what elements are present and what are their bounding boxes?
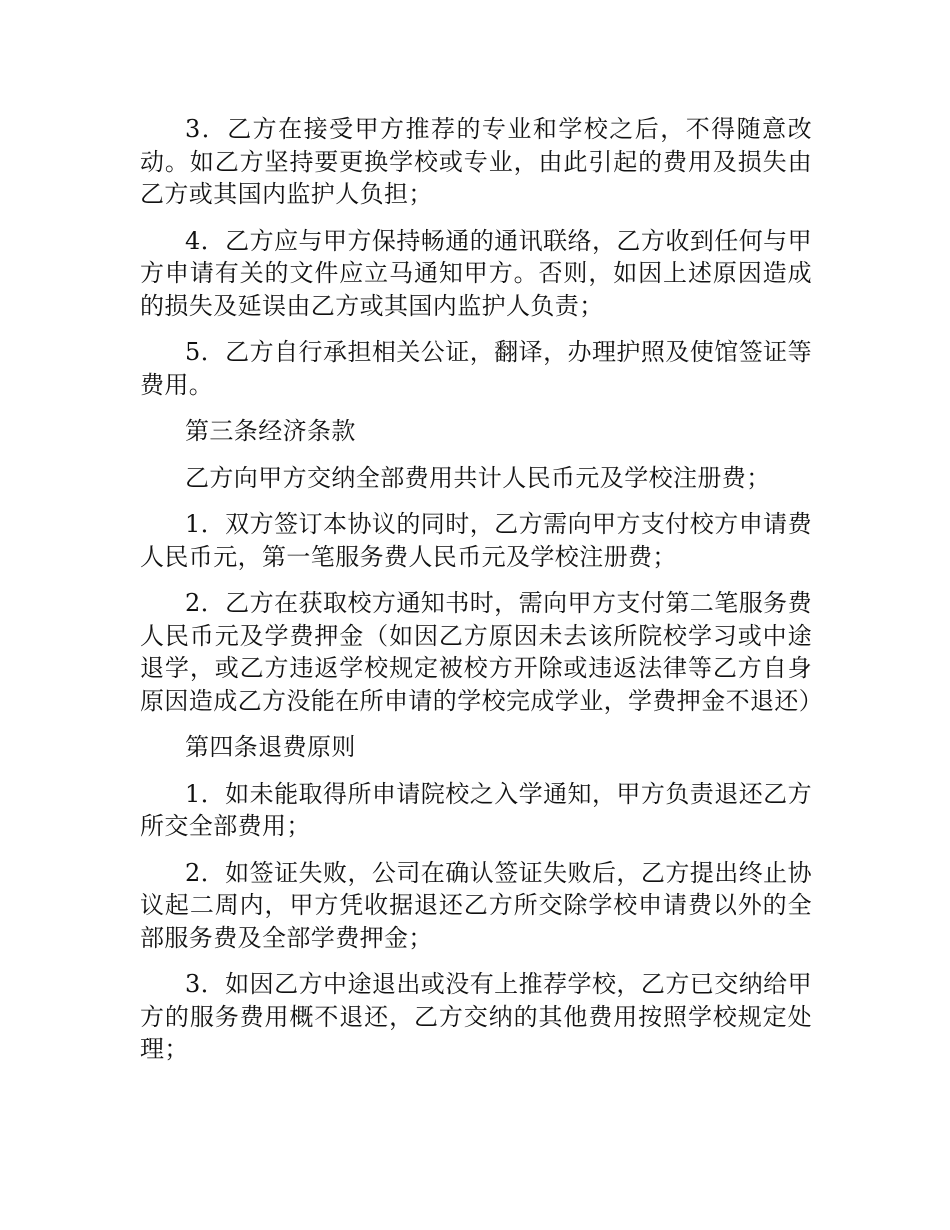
payment-paragraph-1: 1．双方签订本协议的同时，乙方需向甲方支付校方申请费人民币元，第一笔服务费人民币元及学校注册费； xyxy=(140,510,812,571)
payment-paragraph-2: 2．乙方在获取校方通知书时，需向甲方支付第二笔服务费人民币元及学费押金（如因乙方原因未去该所院校学习或中途退学，或乙方违返学校规定被校方开除或违返法律等乙方自身原因造成乙方没能在所申请的学校完成学业，学费押金不退还） xyxy=(140,589,824,715)
refund-paragraph-1: 1．如未能取得所申请院校之入学通知，甲方负责退还乙方所交全部费用； xyxy=(140,779,812,840)
clause-paragraph-4: 4．乙方应与甲方保持畅通的通讯联络，乙方收到任何与甲方申请有关的文件应立马通知甲方。否则，如因上述原因造成的损失及延误由乙方或其国内监护人负责； xyxy=(140,226,812,320)
document-body xyxy=(140,113,824,1080)
section-heading-article-4: 第四条退费原则 xyxy=(185,733,356,761)
refund-paragraph-2: 2．如签证失败，公司在确认签证失败后，乙方提出终止协议起二周内，甲方凭收据退还乙方所交除学校申请费以外的全部服务费及全部学费押金； xyxy=(140,858,812,952)
section-heading-article-3: 第三条经济条款 xyxy=(185,417,356,445)
clause-paragraph-3: 3．乙方在接受甲方推荐的专业和学校之后，不得随意改动。如乙方坚持要更换学校或专业，由此引起的费用及损失由乙方或其国内监护人负担； xyxy=(140,115,812,208)
refund-paragraph-3: 3．如因乙方中途退出或没有上推荐学校，乙方已交纳给甲方的服务费用概不退还，乙方交纳的其他费用按照学校规定处理； xyxy=(140,970,812,1063)
fee-total-paragraph: 乙方向甲方交纳全部费用共计人民币元及学校注册费； xyxy=(185,463,771,492)
clause-paragraph-5: 5．乙方自行承担相关公证，翻译，办理护照及使馆签证等费用。 xyxy=(140,338,812,399)
